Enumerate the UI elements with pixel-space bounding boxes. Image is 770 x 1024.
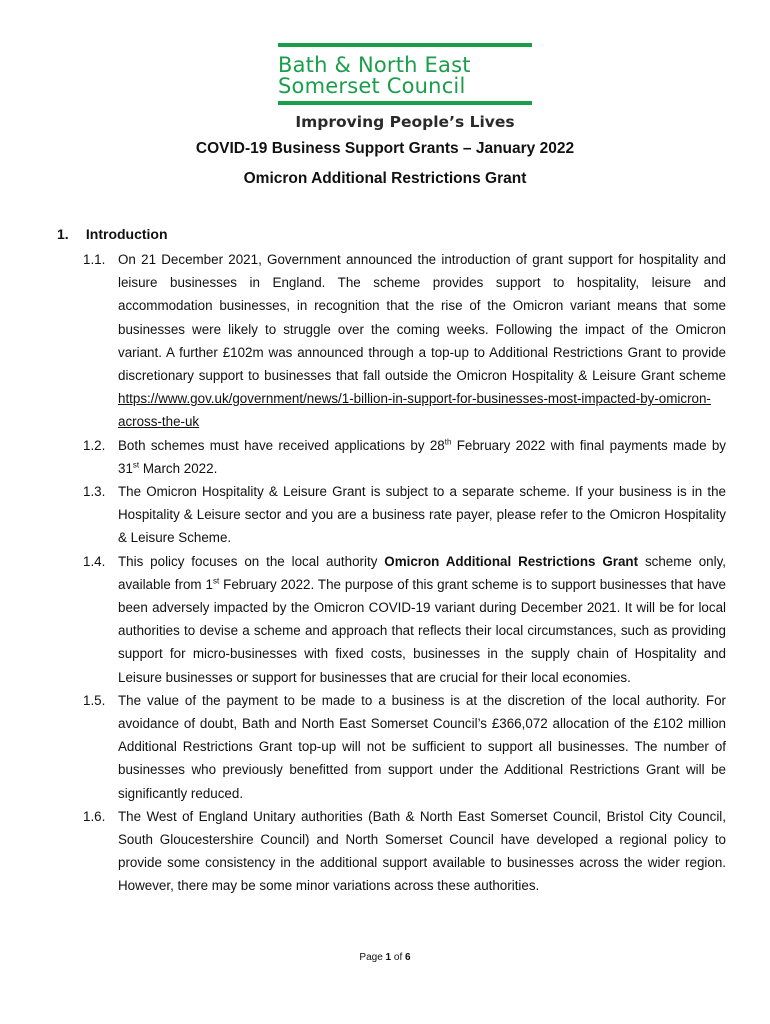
- paragraph-text: The West of England Unitary authorities (Bath & North East Somerset Council, Bristol City Council, South Gloucestershire Council) and North Somerset Council have developed a regional policy to provide some consistency in the additional support available to businesses across the wider region. However, there may be some minor variations across these authorities.: [118, 808, 726, 894]
- govuk-news-link[interactable]: https://www.gov.uk/government/news/1-billion-in-support-for-businesses-most-impacted-by-omicron-across-the-uk: [118, 391, 711, 430]
- paragraph-text: The value of the payment to be made to a business is at the discretion of the local authority. For avoidance of doubt, Bath and North East Somerset Council’s £366,072 allocation of the £102 million Additional Restrictions Grant top-up will not be sufficient to support all businesses. The number of businesses who previously benefitted from support under the Additional Restrictions Grant will be significantly reduced.: [118, 692, 726, 801]
- paragraph-1-3: [83, 480, 726, 550]
- paragraph-list: [83, 248, 726, 898]
- page-of: of: [391, 952, 406, 963]
- page-footer: [0, 952, 770, 963]
- paragraph-text: Both schemes must have received applications by 28: [118, 437, 445, 453]
- logo-tagline: Improving People’s Lives: [295, 113, 515, 131]
- section-number: 1.: [57, 226, 69, 242]
- logo-line-1: Bath & North East: [278, 53, 471, 77]
- document-subtitle: Omicron Additional Restrictions Grant: [243, 170, 527, 187]
- paragraph-text: scheme only, available from 1: [118, 553, 727, 592]
- paragraph-text: March 2022.: [139, 460, 218, 476]
- logo-name: [278, 47, 532, 101]
- paragraph-text: This policy focuses on the local authority: [118, 553, 385, 569]
- paragraph-text: February 2022 with final payments made by 31: [118, 437, 726, 476]
- paragraph-number: 1.1.: [83, 252, 106, 267]
- page-current: 1: [385, 952, 392, 963]
- logo-line-2: Somerset Council: [278, 74, 466, 98]
- paragraph-1-2: [83, 434, 726, 480]
- paragraph-number: 1.4.: [83, 553, 106, 569]
- section-title: Introduction: [85, 226, 168, 242]
- council-logo: [278, 43, 532, 131]
- ordinal-suffix: th: [444, 437, 452, 447]
- document-title: COVID-19 Business Support Grants – January 2022: [195, 140, 575, 157]
- paragraph-1-1: [83, 248, 726, 434]
- logo-bottom-rule: [278, 101, 532, 105]
- section-heading: [57, 226, 168, 242]
- ordinal-suffix: st: [132, 460, 140, 470]
- paragraph-text: On 21 December 2021, Government announced the introduction of grant support for hospitality and leisure businesses in England. The scheme provides support to hospitality, leisure and accommodation businesses, in recognition that the rise of the Omicron variant means that some businesses were likely to struggle over the coming weeks. Following the impact of the Omicron variant. A further £102m was announced through a top-up to Additional Restrictions Grant to provide discretionary support to businesses that fall outside the Omicron Hospitality & Leisure Grant scheme: [118, 252, 726, 384]
- paragraph-number: 1.5.: [83, 692, 106, 708]
- page-total: 6: [405, 952, 411, 963]
- ordinal-suffix: st: [212, 576, 220, 586]
- paragraph-number: 1.2.: [83, 437, 106, 453]
- paragraph-number: 1.3.: [83, 484, 106, 500]
- paragraph-1-6: [83, 805, 726, 898]
- paragraph-number: 1.6.: [83, 808, 106, 824]
- paragraph-text: February 2022. The purpose of this grant scheme is to support businesses that have been adversely impacted by the Omicron COVID-19 variant during December 2021. It will be for local authorities to devise a scheme and approach that reflects their local circumstances, such as providing support for micro-businesses with fixed costs, businesses in the supply chain of Hospitality and Leisure businesses or support for businesses that are crucial for their local economies.: [118, 576, 727, 685]
- page-label: Page: [359, 952, 386, 963]
- paragraph-text: The Omicron Hospitality & Leisure Grant is subject to a separate scheme. If your business is in the Hospitality & Leisure sector and you are a business rate payer, please refer to the Omicron Hospitality & Leisure Scheme.: [118, 484, 726, 546]
- grant-name-bold: Omicron Additional Restrictions Grant: [384, 553, 639, 569]
- paragraph-1-5: [83, 689, 726, 805]
- paragraph-1-4: [83, 550, 726, 689]
